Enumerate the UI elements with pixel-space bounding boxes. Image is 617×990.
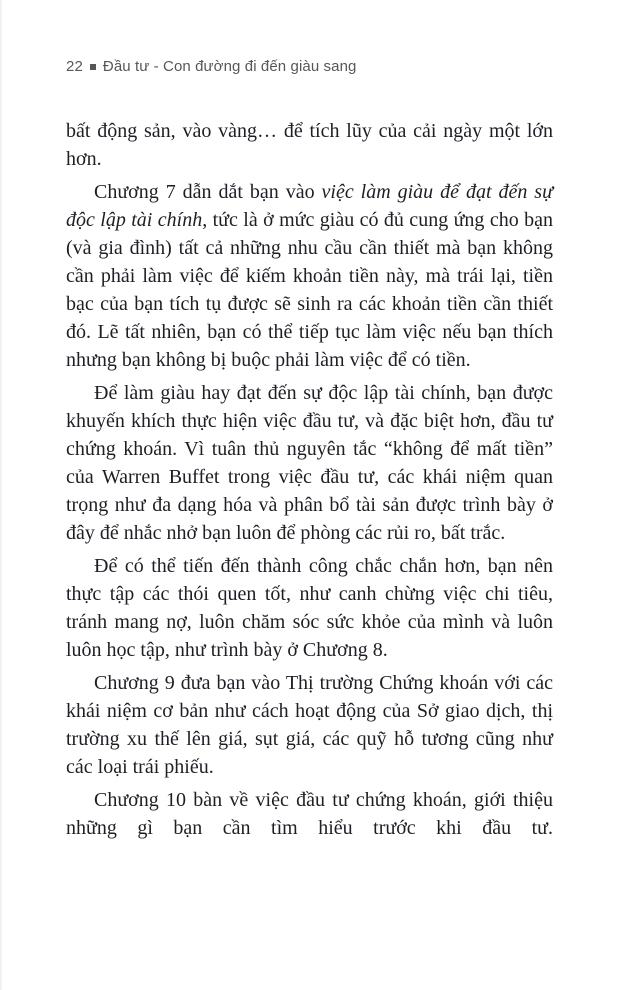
running-header	[66, 58, 553, 76]
paragraph	[66, 786, 553, 842]
running-title: Đầu tư - Con đường đi đến giàu sang	[102, 58, 357, 75]
page-number: 22	[66, 58, 83, 75]
text-run: , tức là ở mức giàu có đủ cung ứng cho bạn (và gia đình) tất cả những nhu cầu cần thiết mà bạn không cần phải làm việc để kiếm khoản tiền này, mà trái lại, tiền bạc của bạn tích tụ được sẽ sinh ra các khoản tiền cần thiết đó. Lẽ tất nhiên, bạn có thể tiếp tục làm việc nếu bạn thích nhưng bạn không bị buộc phải làm việc để có tiền.	[66, 209, 553, 371]
page-body	[66, 117, 553, 842]
italic-text-run: việc làm giàu để đạt đến sự độc lập tài chính	[66, 181, 553, 231]
text-run: Để làm giàu hay đạt đến sự độc lập tài chính, bạn được khuyến khích thực hiện việc đầu tư, và đặc biệt hơn, đầu tư chứng khoán. Vì tuân thủ nguyên tắc “không để mất tiền” của Warren Buffet trong việc đầu tư, các khái niệm quan trọng như đa dạng hóa và phân bổ tài sản được trình bày ở đây để nhắc nhở bạn luôn để phòng các rủi ro, bất trắc.	[66, 382, 553, 544]
paragraph	[66, 669, 553, 781]
text-run: Để có thể tiến đến thành công chắc chắn hơn, bạn nên thực tập các thói quen tốt, như canh chừng việc chi tiêu, tránh mang nợ, luôn chăm sóc sức khỏe của mình và luôn luôn học tập, như trình bày ở Chương 8.	[66, 555, 553, 661]
paragraph	[66, 552, 553, 664]
paragraph	[66, 379, 553, 547]
text-run: bất động sản, vào vàng… để tích lũy của cải ngày một lớn hơn.	[66, 120, 553, 170]
paragraph	[66, 178, 553, 374]
text-run: Chương 9 đưa bạn vào Thị trường Chứng khoán với các khái niệm cơ bản như cách hoạt động của Sở giao dịch, thị trường xu thế lên giá, sụt giá, các quỹ hỗ tương cũng như các loại trái phiếu.	[66, 672, 553, 778]
paragraph	[66, 117, 553, 173]
text-run: Chương 7 dẫn dắt bạn vào	[94, 181, 322, 203]
square-bullet-icon	[90, 64, 96, 70]
text-run: Chương 10 bàn về việc đầu tư chứng khoán, giới thiệu những gì bạn cần tìm hiểu trước khi đầu tư.	[66, 789, 553, 839]
